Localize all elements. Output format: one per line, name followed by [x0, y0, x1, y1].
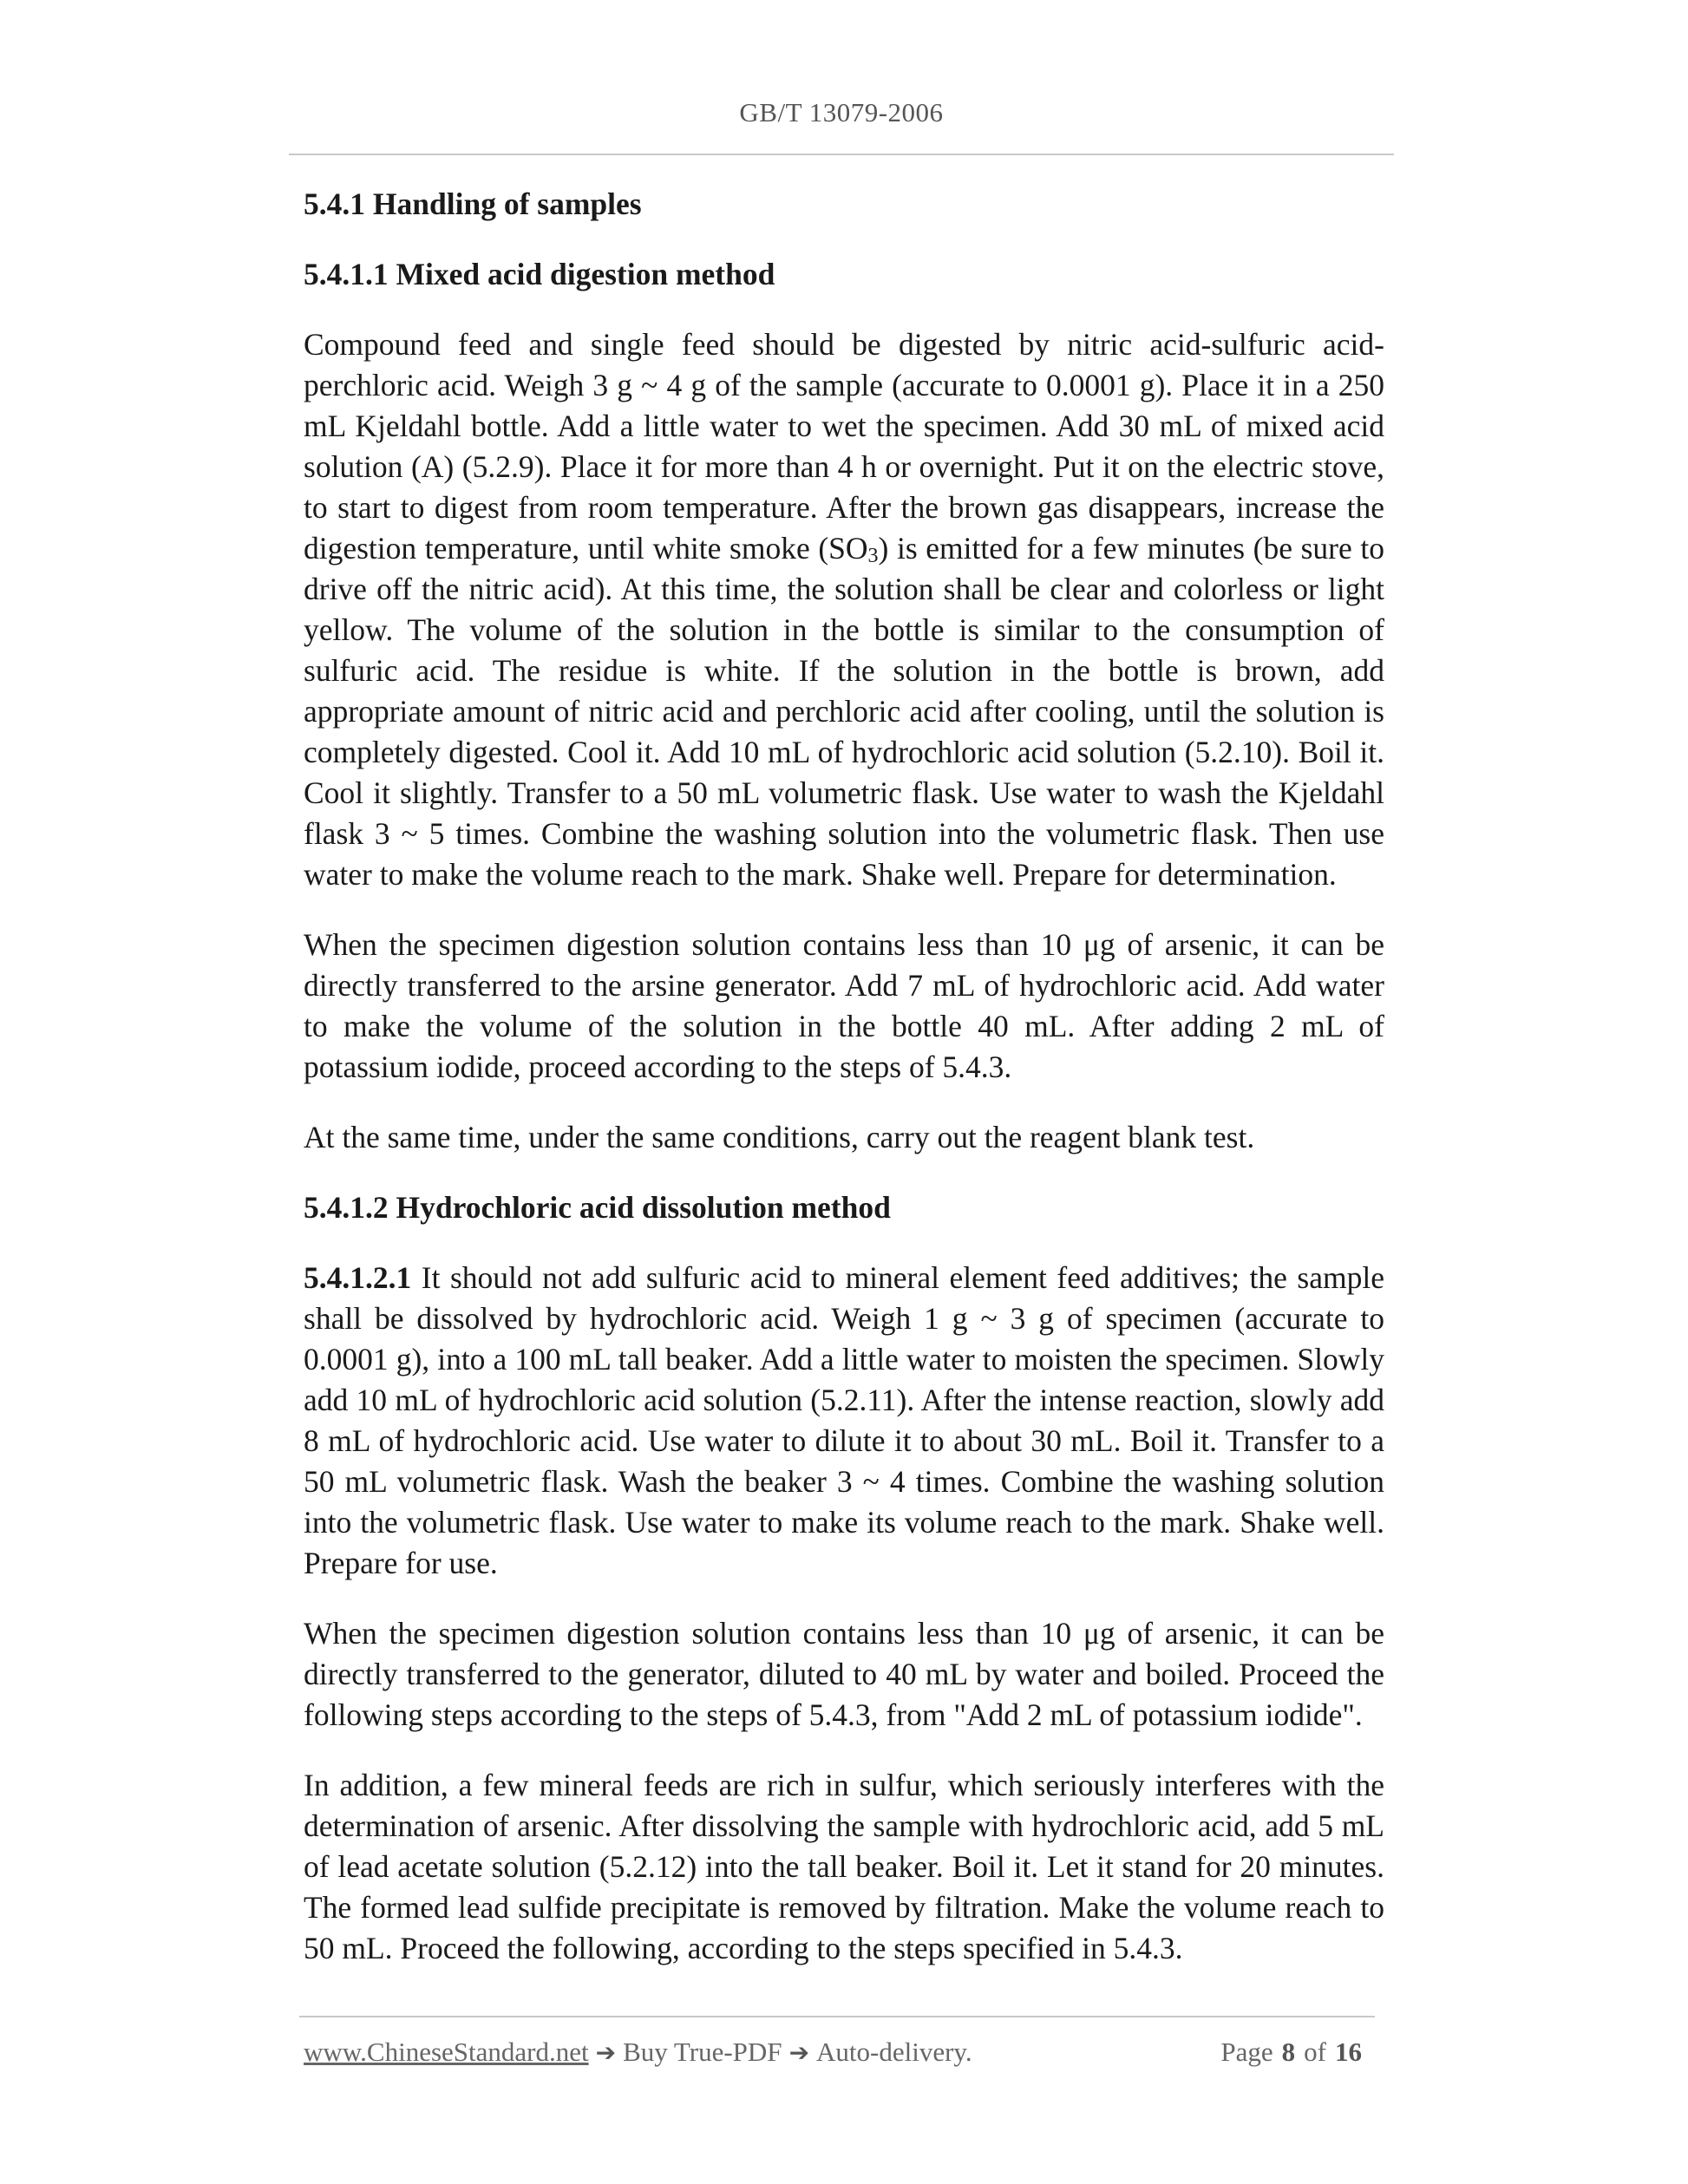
site-link[interactable]: www.ChineseStandard.net: [304, 2037, 589, 2067]
paragraph-5-4-1-2-1: [304, 1258, 1384, 1584]
right-arrow-icon: ➔: [788, 2038, 810, 2067]
section-heading-5-4-1-1: 5.4.1.1 Mixed acid digestion method: [304, 257, 775, 291]
auto-delivery-text: Auto-delivery.: [816, 2037, 972, 2067]
section-heading-5-4-1-2: 5.4.1.2 Hydrochloric acid dissolution method: [304, 1190, 891, 1225]
right-arrow-icon: ➔: [595, 2038, 617, 2067]
header-divider: [289, 154, 1394, 155]
buy-true-pdf-text: Buy True-PDF: [623, 2037, 782, 2067]
document-body: [304, 184, 1384, 1969]
page-footer: [304, 2037, 1371, 2075]
paragraph-text-part: ) is emitted for a few minutes (be sure to drive off the nitric acid). At this time, the solution shall be clear and colorless or light yellow. The volume of the solution in the bottle is similar to the consumption of sulfuric acid. The residue is white. If the solution in the bottle is brown, add appropriate amount of nitric acid and perchloric acid after cooling, until the solution is completely digested. Cool it. Add 10 mL of hydrochloric acid solution (5.2.10). Boil it. Cool it slightly. Transfer to a 50 mL volumetric flask. Use water to wash the Kjeldahl flask 3 ~ 5 times. Combine the washing solution into the volumetric flask. Then use water to make the volume reach to the mark. Shake well. Prepare for determination.: [304, 531, 1385, 892]
footer-divider: [299, 2016, 1375, 2017]
paragraph-text-part: Compound feed and single feed should be digested by nitric acid-sulfuric acid-perchloric acid. Weigh 3 g ~ 4 g of the sample (accurate to 0.0001 g). Place it in a 250 mL Kjeldahl bottle. Add a little water to wet the specimen. Add 30 mL of mixed acid solution (A) (5.2.9). Place it for more than 4 h or overnight. Put it on the electric stove, to start to digest from room temperature. After the brown gas disappears, increase the digestion temperature, until white smoke (SO: [304, 327, 1384, 566]
paragraph-mixed-acid-digestion: [304, 324, 1384, 895]
section-heading-5-4-1: 5.4.1 Handling of samples: [304, 186, 642, 221]
page-total: 16: [1335, 2037, 1362, 2067]
page-number: [1220, 2037, 1371, 2068]
paragraph-generator-transfer: When the specimen digestion solution contains less than 10 μg of arsenic, it can be directly transferred to the generator, diluted to 40 mL by water and boiled. Proceed the following steps according to the steps of 5.4.3, from "Add 2 mL of potassium iodide".: [304, 1616, 1384, 1732]
page-header-standard-code: GB/T 13079-2006: [739, 97, 944, 128]
chemical-subscript: 3: [867, 545, 879, 567]
of-label: of: [1304, 2037, 1326, 2067]
page-label: Page: [1220, 2037, 1273, 2067]
paragraph-sulfur-interference: In addition, a few mineral feeds are rich in sulfur, which seriously interferes with the determination of arsenic. After dissolving the sample with hydrochloric acid, add 5 mL of lead acetate solution (5.2.12) into the tall beaker. Boil it. Let it stand for 20 minutes. The formed lead sulfide precipitate is removed by filtration. Make the volume reach to 50 mL. Proceed the following, according to the steps specified in 5.4.3.: [304, 1768, 1384, 1965]
paragraph-text-part: It should not add sulfuric acid to mineral element feed additives; the sample shall be dissolved by hydrochloric acid. Weigh 1 g ~ 3 g of specimen (accurate to 0.0001 g), into a 100 mL tall beaker. Add a little water to moisten the specimen. Slowly add 10 mL of hydrochloric acid solution (5.2.11). After the intense reaction, slowly add 8 mL of hydrochloric acid. Use water to dilute it to about 30 mL. Boil it. Transfer to a 50 mL volumetric flask. Wash the beaker 3 ~ 4 times. Combine the washing solution into the volumetric flask. Use water to make its volume reach to the mark. Shake well. Prepare for use.: [304, 1260, 1384, 1580]
paragraph-reagent-blank-test: At the same time, under the same conditions, carry out the reagent blank test.: [304, 1120, 1255, 1154]
page-current: 8: [1281, 2037, 1296, 2067]
clause-number: 5.4.1.2.1: [304, 1260, 412, 1295]
footer-promo: [304, 2037, 972, 2068]
paragraph-arsine-generator-transfer: When the specimen digestion solution contains less than 10 μg of arsenic, it can be directly transferred to the arsine generator. Add 7 mL of hydrochloric acid. Add water to make the volume of the solution in the bottle 40 mL. After adding 2 mL of potassium iodide, proceed according to the steps of 5.4.3.: [304, 927, 1384, 1084]
